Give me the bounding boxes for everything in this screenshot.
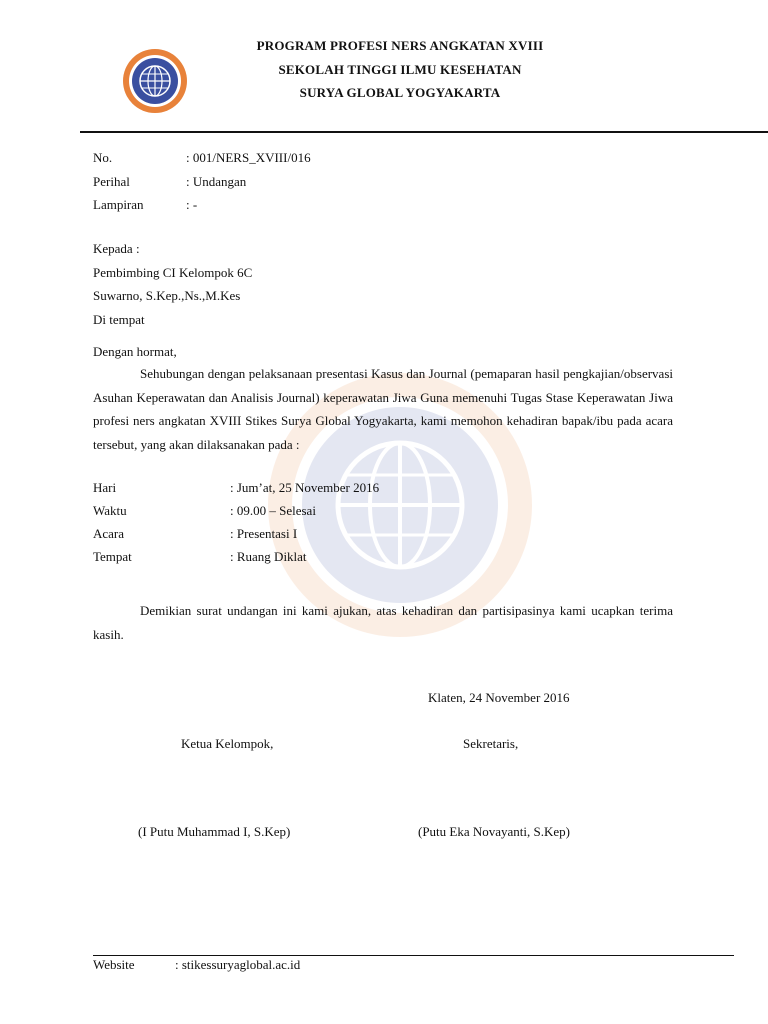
footer-divider: [93, 955, 734, 956]
recipient-line-1: Kepada :: [93, 241, 140, 256]
detail-time-label: Waktu: [93, 503, 127, 518]
footer-label: Website: [93, 957, 135, 972]
paragraph-1: [93, 362, 673, 456]
meta-subject-value: : Undangan: [186, 174, 247, 189]
header-divider: [80, 131, 768, 133]
detail-place-label: Tempat: [93, 549, 132, 564]
header-line-3: SURYA GLOBAL YOGYAKARTA: [299, 85, 501, 100]
place-date: Klaten, 24 November 2016: [428, 690, 570, 705]
institution-logo: [122, 48, 188, 114]
recipient-line-4: Di tempat: [93, 312, 145, 327]
meta-attachment-value: : -: [186, 197, 198, 212]
header-line-1: PROGRAM PROFESI NERS ANGKATAN XVIII: [256, 38, 544, 53]
paragraph-2-text: Demikian surat undangan ini kami ajukan, atas kehadiran dan partisipasinya kami ucapkan terima kasih.: [93, 603, 673, 642]
recipient-line-2: Pembimbing CI Kelompok 6C: [93, 265, 253, 280]
recipient-line-3: Suwarno, S.Kep.,Ns.,M.Kes: [93, 288, 241, 303]
meta-subject-label: Perihal: [93, 174, 130, 189]
detail-time-value: : 09.00 – Selesai: [230, 503, 316, 518]
meta-number-label: No.: [93, 150, 113, 165]
paragraph-2: [93, 599, 673, 646]
paragraph-1-text: Sehubungan dengan pelaksanaan presentasi Kasus dan Journal (pemaparan hasil pengkajian/observasi Asuhan Keperawatan dan Analisis Journal) keperawatan Jiwa Guna memenuhi Tugas Stase Keperawatan Jiwa profesi ners angkatan XVIII Stikes Surya Global Yogyakarta, kami memohon kehadiran bapak/ibu pada acara tersebut, yang akan dilaksanakan pada :: [93, 366, 673, 452]
detail-place-value: : Ruang Diklat: [230, 549, 307, 564]
meta-number-value: : 001/NERS_XVIII/016: [186, 150, 311, 165]
detail-day-value: : Jum’at, 25 November 2016: [230, 480, 380, 495]
left-signatory-title: Ketua Kelompok,: [181, 736, 274, 751]
detail-event-label: Acara: [93, 526, 125, 541]
greeting: Dengan hormat,: [93, 344, 177, 359]
right-signatory-title: Sekretaris,: [463, 736, 519, 751]
detail-day-label: Hari: [93, 480, 117, 495]
detail-event-value: : Presentasi I: [230, 526, 298, 541]
left-signatory-name: (I Putu Muhammad I, S.Kep): [138, 824, 291, 839]
meta-attachment-label: Lampiran: [93, 197, 144, 212]
right-signatory-name: (Putu Eka Novayanti, S.Kep): [418, 824, 571, 839]
footer-website: : stikessuryaglobal.ac.id: [175, 957, 301, 972]
header-line-2: SEKOLAH TINGGI ILMU KESEHATAN: [278, 62, 522, 77]
